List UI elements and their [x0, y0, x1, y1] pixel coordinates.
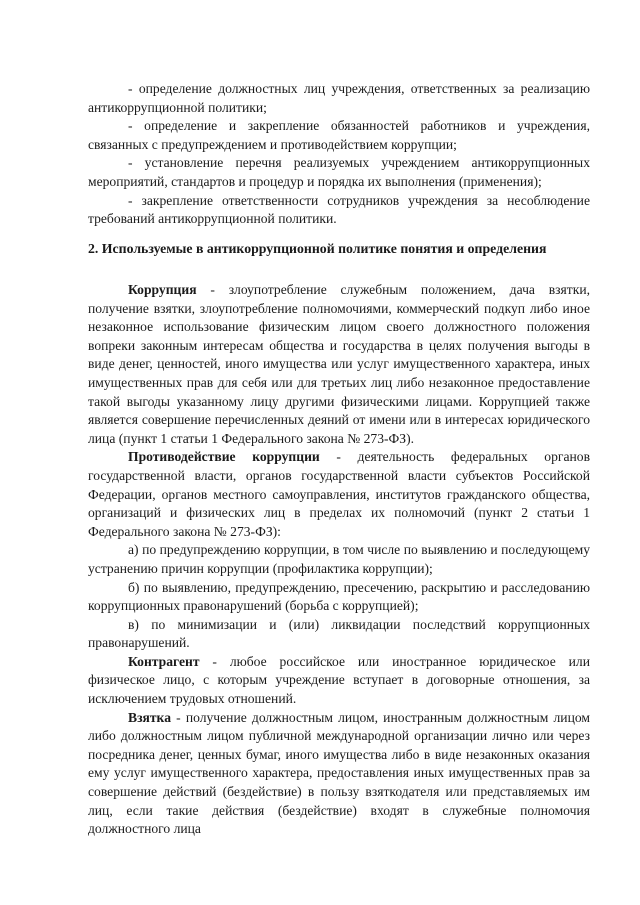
term-bribe: Взятка: [128, 709, 171, 725]
definition-bribe: [88, 709, 590, 839]
definition-corruption: [88, 281, 590, 448]
intro-list: [88, 80, 590, 229]
counteraction-item-c: в) по минимизации и (или) ликвидации последствий коррупционных правонарушений.: [88, 616, 590, 651]
definitions: [88, 281, 590, 839]
intro-item: - закрепление ответственности сотрудников учреждения за несоблюдение требований антикоррупционной политики.: [88, 192, 590, 227]
intro-item: - установление перечня реализуемых учреждением антикоррупционных мероприятий, стандартов и процедур и порядка их выполнения (применения);: [88, 155, 590, 189]
term-counteraction: Противодействие коррупции: [128, 449, 320, 465]
term-counterparty: Контрагент: [128, 653, 200, 669]
counteraction-item-b: б) по выявлению, предупреждению, пресечению, раскрытию и расследованию коррупционных правонарушений (борьба с коррупцией);: [88, 579, 590, 614]
section-heading: 2. Используемые в антикоррупционной политике понятия и определения: [88, 241, 547, 256]
definition-counterparty: [88, 653, 590, 709]
definition-counteraction: [88, 448, 590, 541]
intro-item: - определение должностных лиц учреждения, ответственных за реализацию антикоррупционной политики;: [88, 81, 590, 115]
definition-text: - злоупотребление служебным положением, дача взятки, получение взятки, злоупотребление полномочиями, коммерческий подкуп либо иное незаконное использование физическим лицом своего должностного положения вопреки законным интересам общества и государства в целях получения выгоды в виде денег, ценностей, иного имущества или услуг имущественного характера, иных имущественных прав для себя или для третьих лиц либо незаконное предоставление такой выгоды указанному лицу другими физическими лицами. Коррупцией также является совершение перечисленных деяний от имени или в интересах юридического лица (пункт 1 статьи 1 Федерального закона № 273-ФЗ).: [88, 282, 590, 446]
definition-text: - деятельность федеральных органов государственной власти, органов государственной власти субъектов Российской Федерации, органов местного самоуправления, институтов гражданского общества, организаций и физических лиц в пределах их полномочий (пункт 2 статьи 1 Федерального закона № 273-ФЗ):: [88, 449, 590, 539]
counteraction-item-a: а) по предупреждению коррупции, в том числе по выявлению и последующему устранению причин коррупции (профилактика коррупции);: [88, 542, 590, 576]
term-corruption: Коррупция: [128, 282, 197, 297]
definition-text: - любое российское или иностранное юридическое или физическое лицо, с которым учреждение вступает в договорные отношения, за исключением трудовых отношений.: [88, 653, 590, 707]
intro-item: - определение и закрепление обязанностей работников и учреждения, связанных с предупреждением и противодействием коррупции;: [88, 118, 590, 152]
definition-text: - получение должностным лицом, иностранным должностным лицом либо должностным лицом публичной международной организации лично или через посредника денег, ценных бумаг, иного имущества либо в виде незаконных оказания ему услуг имущественного характера, предоставления иных имущественных прав за совершение действий (бездействие) в пользу взяткодателя или представляемых им лиц, если такие действия (бездействие) входят в служебные полномочия должностного лица: [88, 709, 590, 837]
